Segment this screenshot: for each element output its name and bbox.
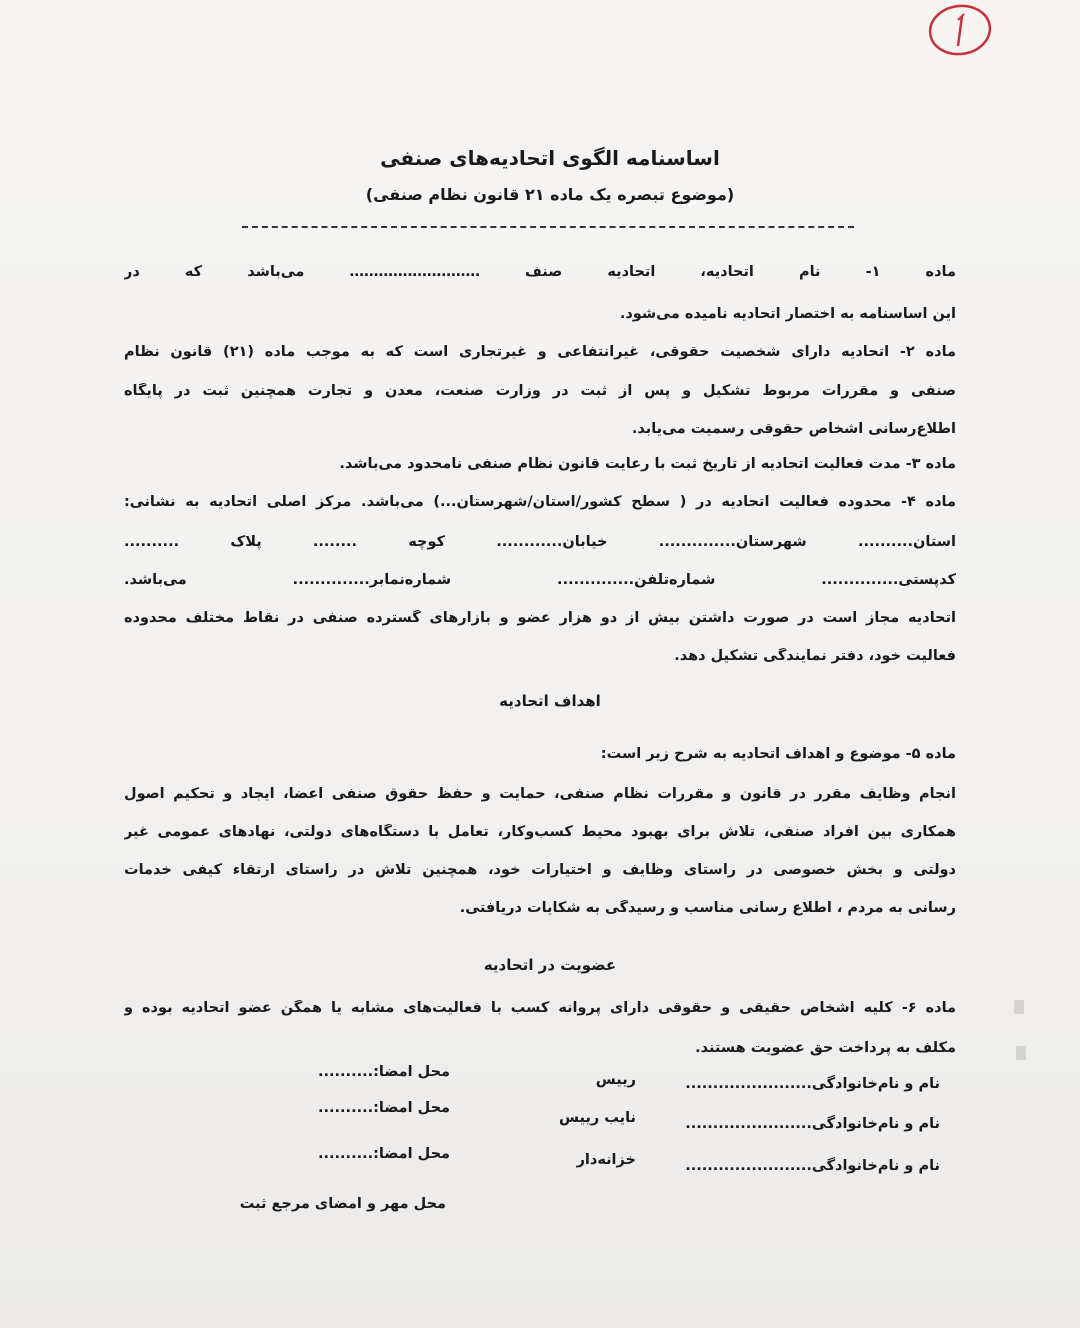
registration-seal-field: محل مهر و امضای مرجع ثبت [239,1196,446,1212]
section-heading-goals: اهداف اتحادیه [499,692,601,710]
article-4-line-5: فعالیت خود، دفتر نمایندگی تشکیل دهد. [674,648,956,664]
scan-artifact [1014,1000,1024,1014]
document-subtitle: (موضوع تبصره یک ماده ۲۱ قانون نظام صنفی) [365,185,735,204]
article-5-line-1: ماده ۵- موضوع و اهداف اتحادیه به شرح زیر است: [600,746,956,762]
article-4-contact-line: کدپستی.............. شماره‌تلفن.............. شماره‌نمابر.............. می‌باشد. [124,572,956,588]
article-3-line: ماده ۳- مدت فعالیت اتحادیه از تاریخ ثبت با رعایت قانون نظام صنفی نامحدود می‌باشد. [339,456,956,472]
scan-artifact [1016,1046,1026,1060]
article-6-line-1: ماده ۶- کلیه اشخاص حقیقی و حقوقی دارای پروانه کسب با فعالیت‌های مشابه یا همگن عضو اتحادیه بوده و [124,1000,956,1016]
signature-sign-field: محل امضا:.......... [318,1064,450,1080]
signature-sign-field: محل امضا:.......... [318,1146,450,1162]
article-2-line-3: اطلاع‌رسانی اشخاص حقوقی رسمیت می‌یابد. [631,421,956,437]
signature-name-field: نام و نام‌خانوادگی....................... [685,1158,940,1174]
signature-role: رییس [595,1072,636,1088]
article-2-line-1: ماده ۲- اتحادیه دارای شخصیت حقوقی، غیرانتفاعی و غیرتجاری است که به موجب ماده (۲۱) قانون نظام [124,344,956,360]
article-1-line-1: ماده ۱- نام اتحادیه، اتحادیه صنف ……………………… می‌باشد که در [124,264,956,280]
signature-name-field: نام و نام‌خانوادگی....................... [685,1116,940,1132]
article-4-line-4: اتحادیه مجاز است در صورت داشتن بیش از دو هزار عضو و بازارهای گسترده صنفی در نقاط مختلف محدوده [124,610,956,626]
signature-name-field: نام و نام‌خانوادگی....................... [685,1076,940,1092]
signature-role: خزانه‌دار [576,1152,636,1168]
article-5-line-3: همکاری بین افراد صنفی، تلاش برای بهبود محیط کسب‌وکار، تعامل با دستگاه‌های دولتی، نهادهای عمومی غیر [124,824,956,840]
article-5-line-4: دولتی و بخش خصوصی در راستای وظایف و اختیارات خود، همچنین تلاش در راستای ارتقاء کیفی خدمات [124,862,956,878]
article-2-line-2: صنفی و مقررات مربوط تشکیل و پس از ثبت در وزارت صنعت، معدن و تجارت همچنین ثبت در پایگاه [124,383,956,399]
article-5-line-2: انجام وظایف مقرر در قانون و مقررات نظام صنفی، حمایت و حفظ حقوق صنفی اعضا، ایجاد و تحکیم اصول [124,786,956,802]
section-heading-membership: عضویت در اتحادیه [483,956,617,974]
signature-sign-field: محل امضا:.......... [318,1100,450,1116]
article-4-address-line: استان.......... شهرستان.............. خیابان............ کوچه ........ پلاک .......... [124,534,956,550]
article-5-line-5: رسانی به مردم ، اطلاع رسانی مناسب و رسیدگی به شکایات دریافتی. [459,900,956,916]
signature-role: نایب رییس [559,1110,636,1126]
document-title: اساسنامه الگوی اتحادیه‌های صنفی [380,146,720,170]
article-6-line-2: مکلف به پرداخت حق عضویت هستند. [695,1040,956,1056]
title-divider [242,226,854,228]
article-4-line-1: ماده ۴- محدوده فعالیت اتحادیه در ( سطح کشور/استان/شهرستان...) می‌باشد. مرکز اصلی اتحادیه به نشانی: [124,494,956,510]
article-1-line-2: این اساسنامه به اختصار اتحادیه نامیده می‌شود. [619,306,956,322]
handwritten-page-number-icon [924,0,994,62]
